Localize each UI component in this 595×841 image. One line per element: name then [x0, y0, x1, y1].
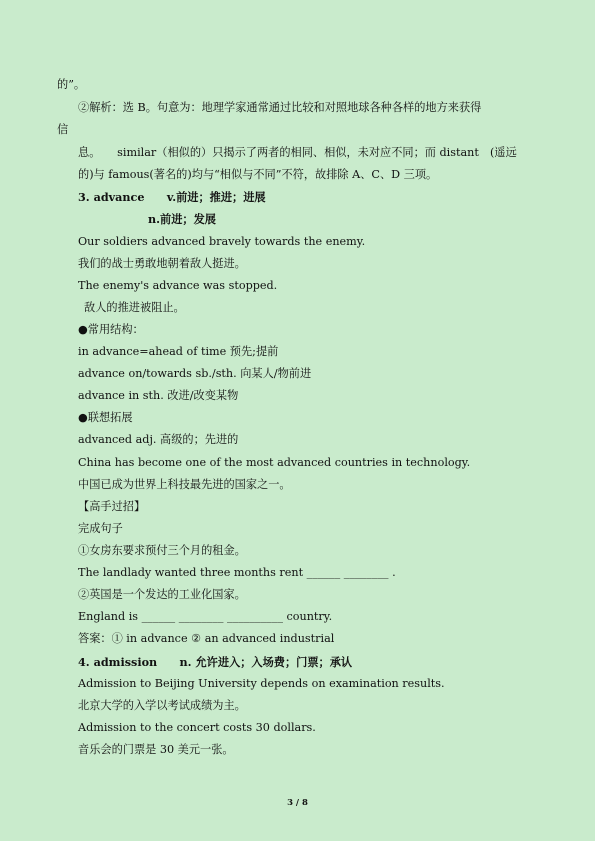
- text-line: Admission to the concert costs 30 dollars.: [78, 721, 316, 734]
- text-line: ①女房东要求预付三个月的租金。: [78, 544, 246, 557]
- text-line: 信: [57, 123, 69, 136]
- text-line: ●联想拓展: [78, 411, 133, 424]
- text-line: advance in sth. 改进/改变某物: [78, 389, 239, 402]
- text-line: Our soldiers advanced bravely towards the enemy.: [78, 235, 366, 248]
- text-line: 的)与 famous(著名的)均与“相似与不同”不符，故排除 A、C、D 三项。: [78, 168, 438, 181]
- page-number: 3 / 8: [287, 798, 308, 808]
- text-line: ②英国是一个发达的工业化国家。: [78, 588, 246, 601]
- section-heading: 4. admission n. 允许进入；入场费；门票；承认: [78, 655, 353, 669]
- text-line: 音乐会的门票是 30 美元一张。: [78, 743, 234, 756]
- text-line: ●常用结构：: [78, 323, 144, 336]
- text-line: 息。 similar（相似的）只揭示了两者的相同、相似，未对应不同；而 distant (遥远: [78, 146, 517, 159]
- text-line: advanced adj. 高级的；先进的: [78, 433, 239, 446]
- text-line: The enemy's advance was stopped.: [78, 279, 278, 292]
- text-line: advance on/towards sb./sth. 向某人/物前进: [78, 367, 312, 380]
- text-line: 答案：① in advance ② an advanced industrial: [78, 632, 335, 645]
- text-line: The landlady wanted three months rent ______ ________ .: [78, 566, 396, 579]
- text-line: 完成句子: [78, 522, 123, 535]
- section-heading: n.前进；发展: [148, 212, 216, 226]
- text-line: 【高手过招】: [78, 500, 146, 513]
- text-line: Admission to Beijing University depends on examination results.: [78, 677, 445, 690]
- text-line: in advance=ahead of time 预先;提前: [78, 345, 279, 358]
- text-line: ②解析：选 B。句意为：地理学家通常通过比较和对照地球各种各样的地方来获得: [78, 101, 482, 114]
- text-line: China has become one of the most advanced countries in technology.: [78, 456, 471, 469]
- text-line: 北京大学的入学以考试成绩为主。: [78, 699, 246, 712]
- section-heading: 3. advance v.前进；推进；进展: [78, 190, 266, 204]
- text-line: 我们的战士勇敢地朝着敌人挺进。: [78, 257, 246, 270]
- text-line: 中国已成为世界上科技最先进的国家之一。: [78, 478, 291, 491]
- text-line: 的”。: [57, 78, 86, 91]
- text-line: England is ______ ________ __________ country.: [78, 610, 333, 623]
- text-line: 敌人的推进被阻止。: [84, 301, 185, 314]
